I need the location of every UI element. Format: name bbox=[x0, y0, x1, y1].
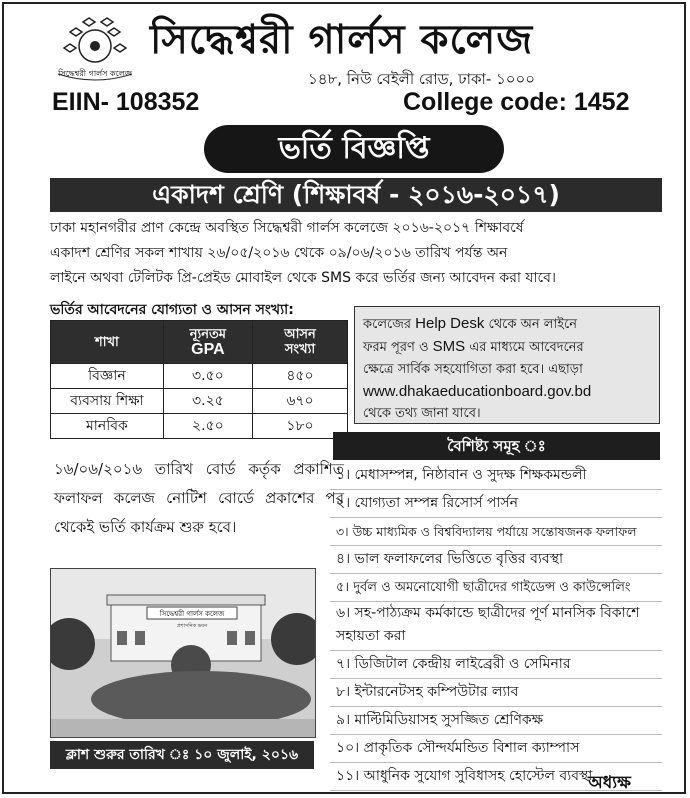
class-start-date: ক্লাশ শুরুর তারিখ ঃ ১০ জুলাই, ২০১৬ bbox=[50, 741, 314, 769]
list-item: ৯। মাল্টিমিডিয়াসহ সুসজ্জিত শ্রেণিকক্ষ bbox=[330, 707, 662, 735]
cell-branch: ব্যবসায় শিক্ষা bbox=[51, 389, 164, 414]
features-list bbox=[330, 462, 662, 791]
features-heading: বৈশিষ্ট্য সমূহ ঃ bbox=[333, 432, 660, 460]
list-item: ১১। আধুনিক সুযোগ সুবিধাসহ হোস্টেল ব্যবস্থা bbox=[330, 763, 662, 791]
list-item: ৫। দুর্বল ও অমনোযোগী ছাত্রীদের গাইডেন্স ও কাউন্সেলিং bbox=[330, 574, 662, 602]
list-item: ১। মেধাসম্পন্ন, নিষ্ঠাবান ও সুদক্ষ শিক্ষকমন্ডলী bbox=[330, 462, 662, 490]
intro-line: ঢাকা মহানগরীর প্রাণ কেন্দ্রে অবস্থিত সিদ্ধেশ্বরী গার্লস কলেজে ২০১৬-২০১৭ শিক্ষাবর্ষে bbox=[50, 220, 524, 236]
list-item: ৪। ভাল ফলাফলের ভিত্তিতে বৃত্তির ব্যবস্থা bbox=[330, 546, 662, 574]
svg-text:প্রশাসনিক ভবন: প্রশাসনিক ভবন bbox=[176, 623, 208, 629]
cell-seats: ৬৭০ bbox=[252, 389, 347, 414]
table-header-row bbox=[51, 321, 348, 364]
intro-line: একাদশ শ্রেণির সকল শাখায় ২৬/০৫/২০১৬ থেকে ০৯/০৬/২০১৬ তারিখ পর্যন্ত অন bbox=[50, 245, 508, 261]
result-notice: ১৬/০৬/২০১৬ তারিখ বোর্ড কর্তৃক প্রকাশিত ফলাফল কলেজ নোটিশ বোর্ডে প্রকাশের পর থেকেই ভর্তি কার্যক্রম শুরু হবে। bbox=[54, 460, 344, 536]
svg-text:সিদ্ধেশ্বরী গার্লস কলেজ: সিদ্ধেশ্বরী গার্লস কলেজ bbox=[159, 610, 225, 618]
table-row bbox=[51, 389, 348, 414]
intro-line: লাইনে অথবা টেলিটক প্রি-প্রেইড মোবাইল থেকে SMS করে ভর্তির জন্য আবেদন করা যাবে। bbox=[50, 270, 556, 286]
cell-seats: ৪৫০ bbox=[252, 364, 347, 389]
college-address: ১৪৮, নিউ বেইলী রোড, ঢাকা- ১০০০ bbox=[308, 70, 536, 88]
intro-paragraph bbox=[50, 216, 664, 291]
table-row bbox=[51, 414, 348, 439]
cell-gpa: ৩.২৫ bbox=[163, 389, 252, 414]
list-item: ১০। প্রাকৃতিক সৌন্দর্যমন্ডিত বিশাল ক্যাম্পাস bbox=[330, 735, 662, 763]
svg-text:সিদ্ধেশ্বরী গার্লস কলেজ: সিদ্ধেশ্বরী গার্লস কলেজ bbox=[58, 69, 132, 78]
table-row bbox=[51, 364, 348, 389]
college-logo bbox=[50, 14, 140, 84]
notice-title: ভর্তি বিজ্ঞপ্তি bbox=[204, 125, 504, 173]
campus-photo bbox=[50, 568, 316, 738]
column-branch: শাখা bbox=[51, 321, 164, 364]
column-seats: আসন সংখ্যা bbox=[252, 321, 347, 364]
cell-seats: ১৮০ bbox=[252, 414, 347, 439]
eligibility-table bbox=[50, 320, 348, 439]
college-code: College code: 1452 bbox=[403, 88, 630, 116]
college-name: সিদ্ধেশ্বরী গার্লস কলেজ bbox=[150, 16, 534, 63]
cell-gpa: ২.৫০ bbox=[163, 414, 252, 439]
list-item: ২। যোগ্যতা সম্পন্ন রিসোর্স পার্সন bbox=[330, 490, 662, 518]
class-banner: একাদশ শ্রেণি (শিক্ষাবর্ষ - ২০১৬-২০১৭) bbox=[50, 178, 662, 212]
help-desk-box: কলেজের Help Desk থেকে অন লাইনে ফরম পূরণ ও SMS এর মাধ্যমে আবেদনের ক্ষেত্রে সার্বিক সহযোগিতা করা হবে। এছাড়া www.dhakaeducationboard.gov.bd থেকে তথ্য জানা যাবে। bbox=[354, 306, 660, 424]
education-board-link[interactable]: www.dhakaeducationboard.gov.bd bbox=[363, 383, 592, 400]
list-item: ৮। ইন্টারনেটসহ কম্পিউটার ল্যাব bbox=[330, 679, 662, 707]
eiin-number: EIIN- 108352 bbox=[52, 88, 200, 116]
cell-branch: মানবিক bbox=[51, 414, 164, 439]
eligibility-heading: ভর্তির আবেদনের যোগ্যতা ও আসন সংখ্যা: bbox=[50, 298, 348, 325]
principal-signature: অধ্যক্ষ bbox=[588, 773, 631, 793]
list-item: ৬। সহ-পাঠ্যক্রম কর্মকান্ডে ছাত্রীদের পূর্ণ মানসিক বিকাশে সহায়তা করা bbox=[330, 602, 662, 651]
list-item: ৭। ডিজিটাল কেন্দ্রীয় লাইব্রেরী ও সেমিনার bbox=[330, 651, 662, 679]
cell-branch: বিজ্ঞান bbox=[51, 364, 164, 389]
list-item: ৩। উচ্চ মাধ্যমিক ও বিশ্ববিদ্যালয় পর্যায়ে সন্তোষজনক ফলাফল bbox=[330, 518, 662, 546]
column-gpa: ন্যূনতম GPA bbox=[163, 321, 252, 364]
cell-gpa: ৩.৫০ bbox=[163, 364, 252, 389]
